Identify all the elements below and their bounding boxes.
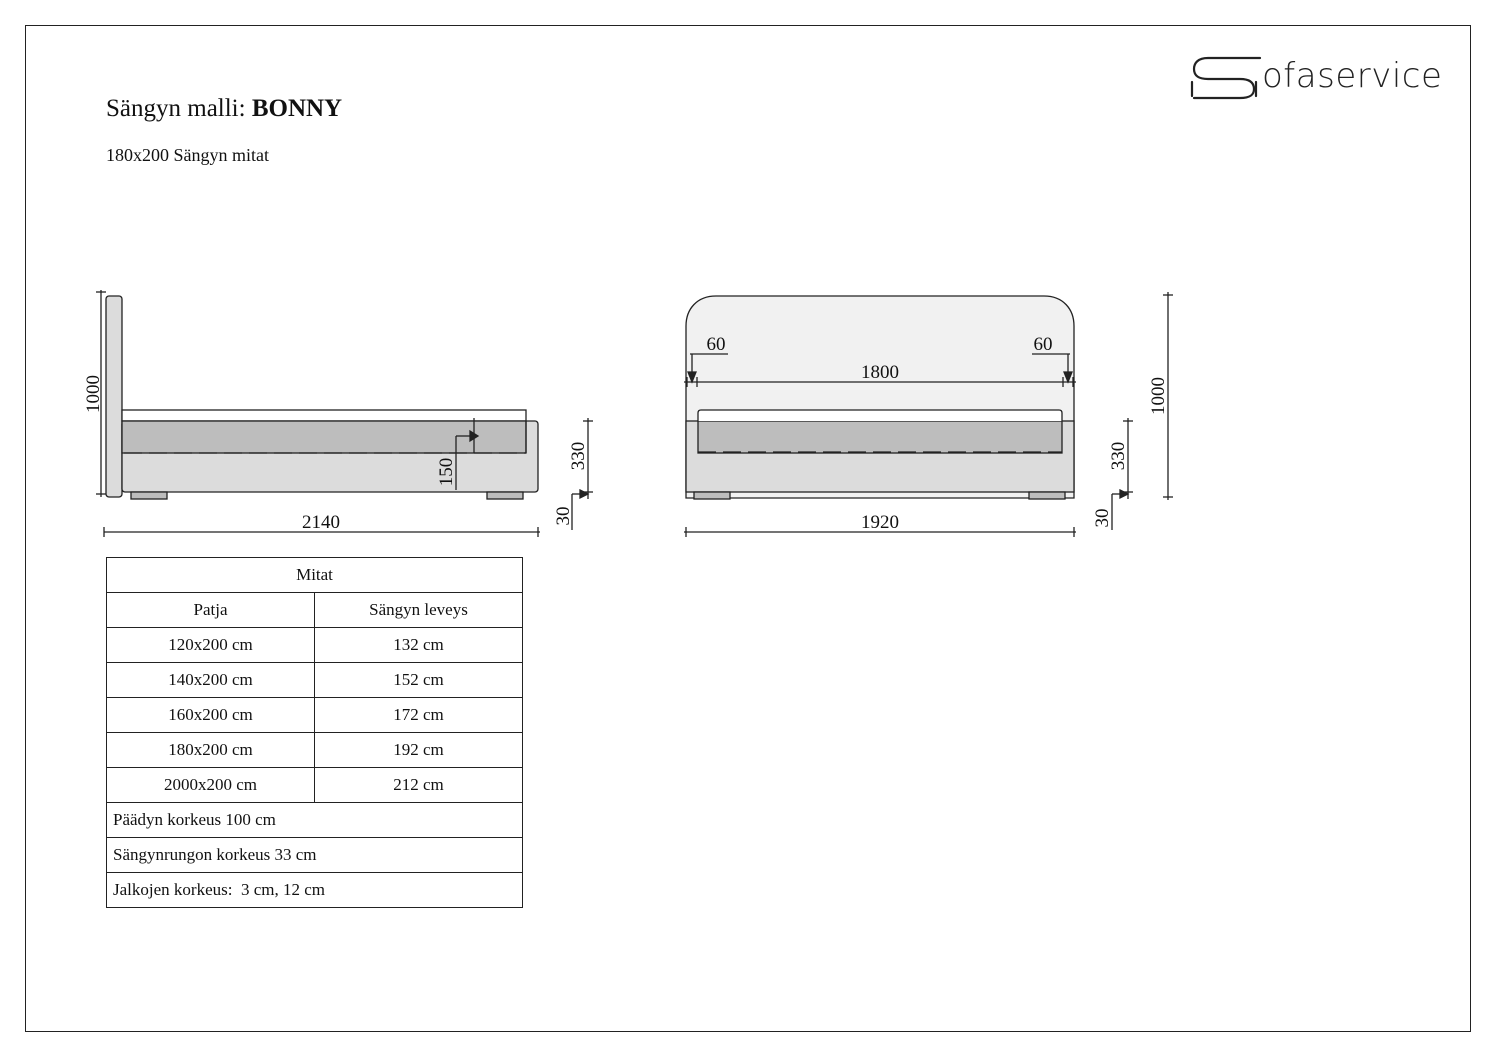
side-mattress-label: 150 bbox=[436, 457, 457, 487]
side-leg-label: 30 bbox=[553, 506, 574, 526]
bed-width-cell: 192 cm bbox=[315, 733, 523, 768]
table-row bbox=[107, 628, 523, 663]
bed-width-cell: 212 cm bbox=[315, 768, 523, 803]
side-headboard bbox=[106, 296, 122, 497]
header-mattress: Patja bbox=[107, 593, 315, 628]
table-header-row bbox=[107, 593, 523, 628]
table-row bbox=[107, 733, 523, 768]
front-leg-label: 30 bbox=[1092, 508, 1113, 528]
table-caption-row bbox=[107, 558, 523, 593]
front-base-label: 330 bbox=[1108, 441, 1129, 471]
front-inner-width-label: 1800 bbox=[861, 362, 899, 383]
front-height-label: 1000 bbox=[1148, 377, 1169, 415]
mattress-size-cell: 120x200 cm bbox=[107, 628, 315, 663]
front-view bbox=[684, 292, 1173, 537]
mattress-size-cell: 140x200 cm bbox=[107, 663, 315, 698]
bed-width-cell: 132 cm bbox=[315, 628, 523, 663]
leg-height-note: Jalkojen korkeus: 3 cm, 12 cm bbox=[107, 873, 523, 908]
table-note-row bbox=[107, 838, 523, 873]
table-note-row bbox=[107, 803, 523, 838]
page-subtitle: 180x200 Sängyn mitat bbox=[106, 145, 269, 165]
side-height-label: 1000 bbox=[83, 375, 104, 413]
logo-text: ofaservice bbox=[1262, 56, 1443, 96]
mattress-size-cell: 180x200 cm bbox=[107, 733, 315, 768]
front-mattress-fill bbox=[698, 421, 1062, 453]
side-mattress-top bbox=[122, 410, 526, 421]
table-note-row bbox=[107, 873, 523, 908]
side-mattress-fill bbox=[122, 421, 526, 453]
bed-width-cell: 152 cm bbox=[315, 663, 523, 698]
front-width-label: 1920 bbox=[861, 512, 899, 533]
table-row bbox=[107, 698, 523, 733]
table-row bbox=[107, 768, 523, 803]
side-view bbox=[96, 290, 593, 537]
front-right-inset-label: 60 bbox=[1033, 334, 1053, 355]
title-prefix: Sängyn malli: bbox=[106, 95, 252, 122]
side-leg-left bbox=[131, 492, 167, 499]
front-leg-right bbox=[1029, 492, 1065, 499]
front-mattress-top bbox=[698, 410, 1062, 421]
dimensions-table bbox=[106, 557, 523, 908]
front-leg-left bbox=[694, 492, 730, 499]
model-name: BONNY bbox=[251, 95, 343, 122]
frame-height-note: Sängynrungon korkeus 33 cm bbox=[107, 838, 523, 873]
side-base-label: 330 bbox=[568, 441, 589, 471]
header-bed-width: Sängyn leveys bbox=[315, 593, 523, 628]
table-row bbox=[107, 663, 523, 698]
headboard-height-note: Päädyn korkeus 100 cm bbox=[107, 803, 523, 838]
side-leg-right bbox=[487, 492, 523, 499]
mattress-size-cell: 160x200 cm bbox=[107, 698, 315, 733]
mattress-size-cell: 2000x200 cm bbox=[107, 768, 315, 803]
table-caption: Mitat bbox=[107, 558, 523, 593]
bed-width-cell: 172 cm bbox=[315, 698, 523, 733]
front-left-inset-label: 60 bbox=[706, 334, 726, 355]
side-length-label: 2140 bbox=[302, 512, 340, 533]
